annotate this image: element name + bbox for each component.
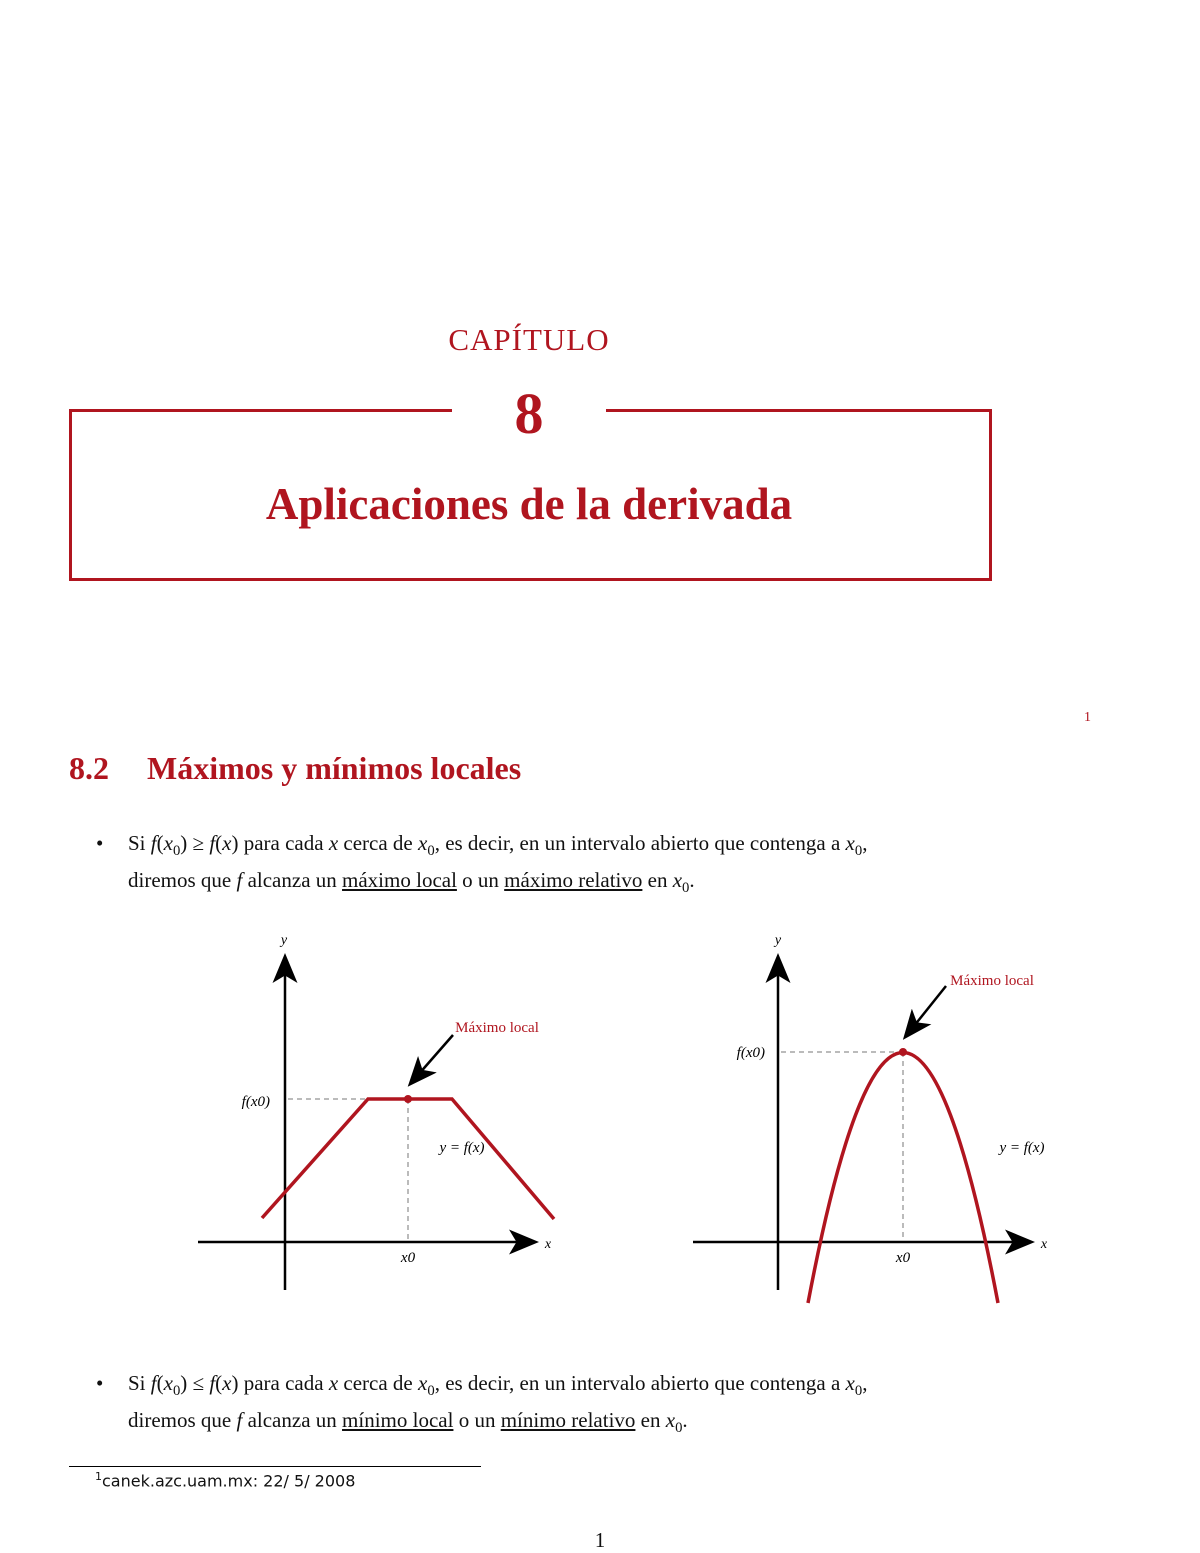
max-point <box>404 1095 412 1103</box>
chapter-number: 8 <box>514 381 544 446</box>
section-heading <box>69 750 521 787</box>
x0-label: x0 <box>400 1250 416 1266</box>
footnote-rule <box>69 1466 481 1467</box>
term-maximo-local: máximo local <box>342 868 457 893</box>
figures <box>0 920 1200 1320</box>
y-axis-label: y <box>280 933 288 948</box>
max-point <box>899 1048 907 1056</box>
fx0-label: f(x0) <box>736 1045 765 1061</box>
y-axis-label: y <box>774 933 782 948</box>
footnote <box>95 1470 355 1490</box>
annotation-arrow <box>411 1035 453 1083</box>
page-number: 1 <box>594 1528 606 1552</box>
curve-label: y = f(x) <box>439 1140 485 1156</box>
annotation-arrow <box>906 986 946 1036</box>
footnote-mark: 1 <box>95 1470 102 1483</box>
bullet-icon: • <box>96 1371 104 1395</box>
section-title: Máximos y mínimos locales <box>147 750 522 786</box>
term-minimo-local: mínimo local <box>342 1408 454 1433</box>
x-axis-label: x <box>544 1237 552 1252</box>
figure-plateau-max <box>198 933 554 1290</box>
figure-parabola-max <box>693 933 1048 1303</box>
term-minimo-relativo: mínimo relativo <box>500 1408 636 1433</box>
fx0-label: f(x0) <box>241 1094 270 1110</box>
bullet-line-2: diremos que f alcanza un máximo local o un máximo relativo en $x_0$. <box>128 868 695 897</box>
bullet-icon: • <box>96 831 104 855</box>
bullet-line-2: diremos que f alcanza un mínimo local o un mínimo relativo en $x_0$. <box>128 1408 688 1437</box>
bullet-line-1: Si $f(x_0) \le f(x)$ para cada x cerca de $x_0$, es decir, en un intervalo abierto que contenga a $x_0$, <box>128 1371 868 1400</box>
bullet-line-1: Si $f(x_0) \ge f(x)$ para cada x cerca de $x_0$, es decir, en un intervalo abierto que contenga a $x_0$, <box>128 831 868 860</box>
x0-label: x0 <box>895 1250 911 1266</box>
footnote-text: canek.azc.uam.mx: 22/ 5/ 2008 <box>102 1471 356 1491</box>
annotation-label: Máximo local <box>950 973 1034 989</box>
section-number: 8.2 <box>69 750 109 786</box>
annotation-label: Máximo local <box>455 1020 539 1036</box>
chapter-label: CAPÍTULO <box>448 322 610 357</box>
term-maximo-relativo: máximo relativo <box>504 868 643 893</box>
curve-label: y = f(x) <box>999 1140 1045 1156</box>
bullet-text <box>128 829 1136 903</box>
x-axis-label: x <box>1040 1237 1048 1252</box>
chapter-title: Aplicaciones de la derivada <box>265 479 793 529</box>
bullet-text <box>128 1369 1136 1443</box>
footnote-marker[interactable]: 1 <box>1084 710 1091 725</box>
